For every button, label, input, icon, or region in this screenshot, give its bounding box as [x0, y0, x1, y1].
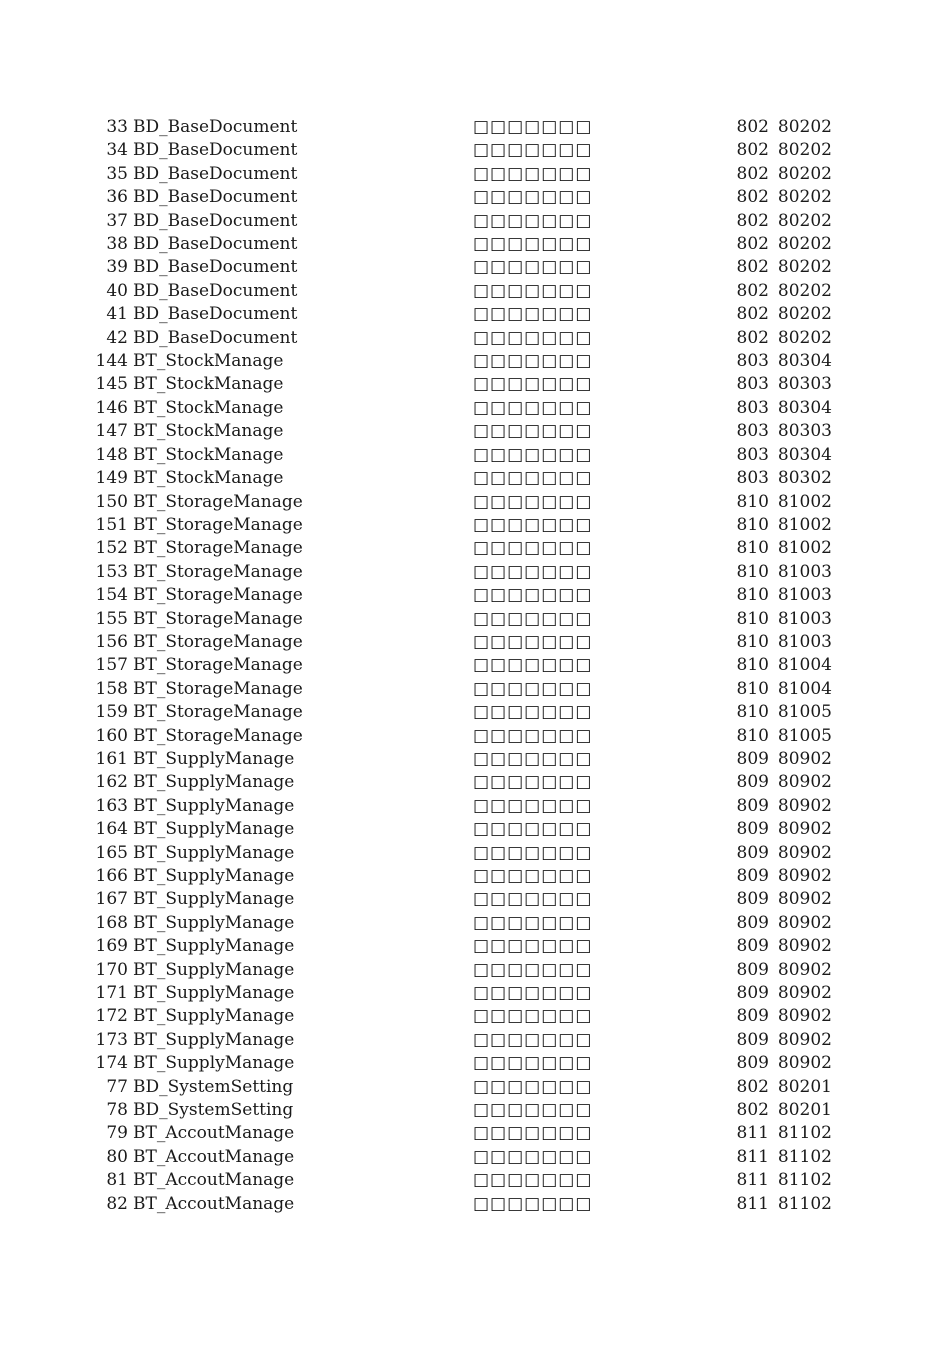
- table-row: [94, 608, 832, 631]
- row-name-cell: BT_StorageManage: [133, 678, 303, 699]
- row-description-cell: □□□□□□□: [473, 397, 593, 418]
- row-name-cell: BT_AccoutManage: [133, 1146, 295, 1167]
- row-module-cell: 802: [736, 327, 769, 348]
- row-submodule-cell: 80202: [777, 327, 832, 348]
- row-description-cell: □□□□□□□: [473, 1170, 593, 1191]
- row-id-cell: 148: [95, 444, 128, 465]
- row-module-cell: 803: [736, 421, 769, 442]
- row-name-cell: BT_SupplyManage: [133, 912, 295, 933]
- row-description-cell: □□□□□□□: [473, 936, 593, 957]
- row-id-cell: 173: [95, 1029, 128, 1050]
- table-row: [94, 350, 832, 373]
- row-description-cell: □□□□□□□: [473, 772, 593, 793]
- row-id-cell: 150: [95, 491, 128, 512]
- row-submodule-cell: 80902: [777, 1053, 832, 1074]
- row-submodule-cell: 80902: [777, 959, 832, 980]
- row-description-cell: □□□□□□□: [473, 210, 593, 231]
- row-module-cell: 809: [736, 983, 769, 1004]
- row-name-cell: BT_SupplyManage: [133, 983, 295, 1004]
- row-description-cell: □□□□□□□: [473, 983, 593, 1004]
- row-id-cell: 42: [106, 327, 128, 348]
- table-row: [94, 959, 832, 982]
- table-row: [94, 1076, 832, 1099]
- row-submodule-cell: 80902: [777, 795, 832, 816]
- table-row: [94, 373, 832, 396]
- row-module-cell: 809: [736, 866, 769, 886]
- row-id-cell: 153: [95, 561, 128, 582]
- row-name-cell: BT_SupplyManage: [133, 889, 295, 910]
- row-module-cell: 809: [736, 959, 769, 980]
- row-name-cell: BT_SupplyManage: [133, 1006, 295, 1027]
- row-description-cell: □□□□□□□: [473, 234, 593, 255]
- row-description-cell: □□□□□□□: [473, 468, 593, 489]
- row-description-cell: □□□□□□□: [473, 1146, 593, 1167]
- row-description-cell: □□□□□□□: [473, 374, 593, 395]
- row-module-cell: 810: [736, 655, 769, 676]
- row-name-cell: BT_StockManage: [133, 374, 284, 395]
- row-id-cell: 80: [106, 1146, 128, 1167]
- row-module-cell: 810: [736, 608, 769, 629]
- table-row: [94, 631, 832, 654]
- row-id-cell: 77: [106, 1076, 128, 1097]
- table-row: [94, 561, 832, 584]
- row-submodule-cell: 81003: [777, 608, 832, 629]
- row-description-cell: □□□□□□□: [473, 959, 593, 980]
- table-row: [94, 139, 832, 162]
- table-row: [94, 1122, 832, 1145]
- row-module-cell: 803: [736, 351, 769, 372]
- row-name-cell: BT_StorageManage: [133, 702, 303, 723]
- row-id-cell: 170: [95, 959, 128, 980]
- row-module-cell: 810: [736, 585, 769, 606]
- table-row: [94, 912, 832, 935]
- row-name-cell: BD_BaseDocument: [133, 210, 298, 231]
- row-submodule-cell: 80303: [777, 374, 832, 395]
- row-name-cell: BT_StorageManage: [133, 538, 303, 559]
- row-id-cell: 167: [95, 889, 128, 910]
- row-submodule-cell: 80304: [777, 444, 832, 465]
- table-row: [94, 771, 832, 794]
- row-submodule-cell: 80202: [777, 117, 832, 137]
- row-description-cell: □□□□□□□: [473, 795, 593, 816]
- row-name-cell: BD_BaseDocument: [133, 304, 298, 325]
- table-row: [94, 1099, 832, 1122]
- row-module-cell: 809: [736, 842, 769, 863]
- row-module-cell: 811: [736, 1193, 769, 1214]
- row-id-cell: 162: [95, 772, 128, 793]
- row-id-cell: 37: [106, 210, 128, 231]
- table-row: [94, 678, 832, 701]
- table-row: [94, 233, 832, 256]
- table-row: [94, 584, 832, 607]
- row-id-cell: 159: [95, 702, 128, 723]
- row-module-cell: 802: [736, 304, 769, 325]
- row-description-cell: □□□□□□□: [473, 1053, 593, 1074]
- table-row: [94, 865, 832, 888]
- table-body: [94, 116, 832, 1216]
- row-id-cell: 147: [95, 421, 128, 442]
- table-row: [94, 467, 832, 490]
- table-row: [94, 163, 832, 186]
- row-module-cell: 802: [736, 117, 769, 137]
- row-id-cell: 172: [95, 1006, 128, 1027]
- row-id-cell: 160: [95, 725, 128, 746]
- row-module-cell: 809: [736, 889, 769, 910]
- row-description-cell: □□□□□□□: [473, 631, 593, 652]
- row-description-cell: □□□□□□□: [473, 866, 593, 886]
- row-name-cell: BT_SupplyManage: [133, 1053, 295, 1074]
- row-module-cell: 803: [736, 444, 769, 465]
- row-name-cell: BT_AccoutManage: [133, 1193, 295, 1214]
- table-row: [94, 982, 832, 1005]
- table-row: [94, 935, 832, 958]
- row-name-cell: BT_StorageManage: [133, 514, 303, 535]
- row-description-cell: □□□□□□□: [473, 819, 593, 840]
- table-row: [94, 444, 832, 467]
- row-module-cell: 809: [736, 772, 769, 793]
- row-description-cell: □□□□□□□: [473, 140, 593, 161]
- row-description-cell: □□□□□□□: [473, 655, 593, 676]
- row-id-cell: 164: [95, 819, 128, 840]
- row-name-cell: BT_SupplyManage: [133, 1029, 295, 1050]
- row-description-cell: □□□□□□□: [473, 117, 593, 137]
- row-module-cell: 810: [736, 491, 769, 512]
- row-id-cell: 174: [95, 1053, 128, 1074]
- row-name-cell: BD_BaseDocument: [133, 187, 298, 208]
- row-module-cell: 809: [736, 819, 769, 840]
- row-module-cell: 809: [736, 912, 769, 933]
- row-submodule-cell: 80202: [777, 187, 832, 208]
- row-description-cell: □□□□□□□: [473, 163, 593, 184]
- table-row: [94, 327, 832, 350]
- row-submodule-cell: 80902: [777, 842, 832, 863]
- row-submodule-cell: 81004: [777, 655, 832, 676]
- row-name-cell: BD_SystemSetting: [133, 1100, 294, 1121]
- row-description-cell: □□□□□□□: [473, 1076, 593, 1097]
- row-module-cell: 802: [736, 210, 769, 231]
- row-name-cell: BT_StockManage: [133, 444, 284, 465]
- data-table: [94, 116, 832, 1216]
- row-id-cell: 82: [106, 1193, 128, 1214]
- row-module-cell: 802: [736, 234, 769, 255]
- row-submodule-cell: 80902: [777, 866, 832, 886]
- row-module-cell: 809: [736, 1006, 769, 1027]
- row-name-cell: BT_StorageManage: [133, 655, 303, 676]
- row-submodule-cell: 80202: [777, 163, 832, 184]
- row-submodule-cell: 81102: [777, 1123, 832, 1144]
- row-submodule-cell: 81003: [777, 585, 832, 606]
- row-id-cell: 79: [106, 1123, 128, 1144]
- row-submodule-cell: 80902: [777, 1029, 832, 1050]
- row-submodule-cell: 81102: [777, 1146, 832, 1167]
- row-description-cell: □□□□□□□: [473, 538, 593, 559]
- row-submodule-cell: 80902: [777, 936, 832, 957]
- row-module-cell: 810: [736, 702, 769, 723]
- row-module-cell: 811: [736, 1123, 769, 1144]
- row-description-cell: □□□□□□□: [473, 327, 593, 348]
- row-description-cell: □□□□□□□: [473, 187, 593, 208]
- row-name-cell: BT_SupplyManage: [133, 748, 295, 769]
- row-name-cell: BD_BaseDocument: [133, 234, 298, 255]
- row-submodule-cell: 80902: [777, 983, 832, 1004]
- row-id-cell: 158: [95, 678, 128, 699]
- row-description-cell: □□□□□□□: [473, 351, 593, 372]
- row-id-cell: 36: [106, 187, 128, 208]
- row-module-cell: 811: [736, 1146, 769, 1167]
- row-submodule-cell: 80303: [777, 421, 832, 442]
- row-description-cell: □□□□□□□: [473, 702, 593, 723]
- row-module-cell: 802: [736, 257, 769, 278]
- row-description-cell: □□□□□□□: [473, 1100, 593, 1121]
- row-id-cell: 165: [95, 842, 128, 863]
- row-module-cell: 809: [736, 748, 769, 769]
- row-submodule-cell: 81005: [777, 725, 832, 746]
- row-module-cell: 809: [736, 1053, 769, 1074]
- row-module-cell: 810: [736, 725, 769, 746]
- row-id-cell: 161: [95, 748, 128, 769]
- table-row: [94, 116, 832, 139]
- row-name-cell: BT_AccoutManage: [133, 1170, 295, 1191]
- row-submodule-cell: 81002: [777, 491, 832, 512]
- row-id-cell: 169: [95, 936, 128, 957]
- table-row: [94, 701, 832, 724]
- table-row: [94, 514, 832, 537]
- row-submodule-cell: 81002: [777, 538, 832, 559]
- row-module-cell: 809: [736, 795, 769, 816]
- table-row: [94, 280, 832, 303]
- row-submodule-cell: 80202: [777, 140, 832, 161]
- row-name-cell: BD_BaseDocument: [133, 163, 298, 184]
- row-module-cell: 809: [736, 936, 769, 957]
- table-row: [94, 654, 832, 677]
- table-row: [94, 256, 832, 279]
- row-id-cell: 163: [95, 795, 128, 816]
- row-name-cell: BD_BaseDocument: [133, 280, 298, 301]
- row-submodule-cell: 80902: [777, 819, 832, 840]
- row-name-cell: BT_StorageManage: [133, 491, 303, 512]
- row-id-cell: 144: [95, 351, 128, 372]
- row-module-cell: 802: [736, 280, 769, 301]
- row-submodule-cell: 80902: [777, 1006, 832, 1027]
- row-description-cell: □□□□□□□: [473, 257, 593, 278]
- table-row: [94, 186, 832, 209]
- row-module-cell: 810: [736, 678, 769, 699]
- row-id-cell: 157: [95, 655, 128, 676]
- row-id-cell: 38: [106, 234, 128, 255]
- row-name-cell: BT_SupplyManage: [133, 959, 295, 980]
- row-name-cell: BD_SystemSetting: [133, 1076, 294, 1097]
- row-module-cell: 802: [736, 1100, 769, 1121]
- row-id-cell: 171: [95, 983, 128, 1004]
- table-row: [94, 1052, 832, 1075]
- row-module-cell: 802: [736, 1076, 769, 1097]
- table-row: [94, 210, 832, 233]
- table-row: [94, 748, 832, 771]
- row-name-cell: BT_StockManage: [133, 421, 284, 442]
- row-description-cell: □□□□□□□: [473, 725, 593, 746]
- row-module-cell: 810: [736, 631, 769, 652]
- row-module-cell: 810: [736, 538, 769, 559]
- table-row: [94, 1146, 832, 1169]
- row-description-cell: □□□□□□□: [473, 585, 593, 606]
- row-id-cell: 78: [106, 1100, 128, 1121]
- row-submodule-cell: 80304: [777, 397, 832, 418]
- row-name-cell: BD_BaseDocument: [133, 140, 298, 161]
- row-id-cell: 156: [95, 631, 128, 652]
- row-module-cell: 811: [736, 1170, 769, 1191]
- table-row: [94, 303, 832, 326]
- row-name-cell: BT_StorageManage: [133, 725, 303, 746]
- table-row: [94, 1029, 832, 1052]
- table-row: [94, 1169, 832, 1192]
- row-name-cell: BD_BaseDocument: [133, 327, 298, 348]
- row-submodule-cell: 80202: [777, 304, 832, 325]
- row-id-cell: 151: [95, 514, 128, 535]
- row-id-cell: 154: [95, 585, 128, 606]
- row-submodule-cell: 81005: [777, 702, 832, 723]
- row-description-cell: □□□□□□□: [473, 1193, 593, 1214]
- row-id-cell: 39: [106, 257, 128, 278]
- row-name-cell: BT_SupplyManage: [133, 842, 295, 863]
- row-id-cell: 155: [95, 608, 128, 629]
- row-id-cell: 168: [95, 912, 128, 933]
- row-id-cell: 166: [95, 866, 128, 886]
- row-description-cell: □□□□□□□: [473, 608, 593, 629]
- row-description-cell: □□□□□□□: [473, 678, 593, 699]
- row-submodule-cell: 81002: [777, 514, 832, 535]
- row-name-cell: BD_BaseDocument: [133, 117, 298, 137]
- row-submodule-cell: 80202: [777, 210, 832, 231]
- row-id-cell: 33: [106, 117, 128, 137]
- row-module-cell: 802: [736, 187, 769, 208]
- row-submodule-cell: 80902: [777, 748, 832, 769]
- row-submodule-cell: 80902: [777, 912, 832, 933]
- row-name-cell: BT_StockManage: [133, 397, 284, 418]
- row-id-cell: 145: [95, 374, 128, 395]
- row-description-cell: □□□□□□□: [473, 561, 593, 582]
- row-module-cell: 802: [736, 163, 769, 184]
- row-module-cell: 803: [736, 397, 769, 418]
- row-submodule-cell: 80202: [777, 257, 832, 278]
- table-row: [94, 397, 832, 420]
- row-submodule-cell: 81003: [777, 631, 832, 652]
- row-submodule-cell: 81102: [777, 1170, 832, 1191]
- row-description-cell: □□□□□□□: [473, 514, 593, 535]
- row-name-cell: BT_StorageManage: [133, 561, 303, 582]
- table-row: [94, 1193, 832, 1216]
- row-submodule-cell: 81004: [777, 678, 832, 699]
- row-name-cell: BT_SupplyManage: [133, 772, 295, 793]
- row-module-cell: 810: [736, 514, 769, 535]
- row-module-cell: 803: [736, 374, 769, 395]
- table-row: [94, 818, 832, 841]
- row-submodule-cell: 81102: [777, 1193, 832, 1214]
- row-description-cell: □□□□□□□: [473, 421, 593, 442]
- row-description-cell: □□□□□□□: [473, 1029, 593, 1050]
- row-submodule-cell: 80201: [777, 1100, 832, 1121]
- table-row: [94, 842, 832, 865]
- row-id-cell: 40: [106, 280, 128, 301]
- row-name-cell: BT_StorageManage: [133, 585, 303, 606]
- table-row: [94, 888, 832, 911]
- row-name-cell: BT_AccoutManage: [133, 1123, 295, 1144]
- table-row: [94, 1005, 832, 1028]
- row-description-cell: □□□□□□□: [473, 748, 593, 769]
- row-name-cell: BT_StorageManage: [133, 631, 303, 652]
- row-description-cell: □□□□□□□: [473, 491, 593, 512]
- row-id-cell: 81: [106, 1170, 128, 1191]
- row-description-cell: □□□□□□□: [473, 304, 593, 325]
- row-description-cell: □□□□□□□: [473, 444, 593, 465]
- row-name-cell: BD_BaseDocument: [133, 257, 298, 278]
- row-name-cell: BT_SupplyManage: [133, 795, 295, 816]
- row-id-cell: 35: [106, 163, 128, 184]
- row-name-cell: BT_SupplyManage: [133, 819, 295, 840]
- row-module-cell: 803: [736, 468, 769, 489]
- row-description-cell: □□□□□□□: [473, 912, 593, 933]
- row-id-cell: 152: [95, 538, 128, 559]
- row-submodule-cell: 80302: [777, 468, 832, 489]
- table-row: [94, 491, 832, 514]
- row-name-cell: BT_StockManage: [133, 468, 284, 489]
- row-id-cell: 146: [95, 397, 128, 418]
- row-description-cell: □□□□□□□: [473, 1123, 593, 1144]
- row-module-cell: 810: [736, 561, 769, 582]
- row-name-cell: BT_SupplyManage: [133, 936, 295, 957]
- row-name-cell: BT_StockManage: [133, 351, 284, 372]
- row-id-cell: 34: [106, 140, 128, 161]
- row-submodule-cell: 80902: [777, 889, 832, 910]
- row-submodule-cell: 80201: [777, 1076, 832, 1097]
- row-description-cell: □□□□□□□: [473, 842, 593, 863]
- row-submodule-cell: 80202: [777, 280, 832, 301]
- row-module-cell: 809: [736, 1029, 769, 1050]
- row-name-cell: BT_StorageManage: [133, 608, 303, 629]
- row-name-cell: BT_SupplyManage: [133, 866, 295, 886]
- row-submodule-cell: 80902: [777, 772, 832, 793]
- row-submodule-cell: 81003: [777, 561, 832, 582]
- row-id-cell: 149: [95, 468, 128, 489]
- table-row: [94, 420, 832, 443]
- row-description-cell: □□□□□□□: [473, 280, 593, 301]
- row-description-cell: □□□□□□□: [473, 1006, 593, 1027]
- table-row: [94, 795, 832, 818]
- table-row: [94, 725, 832, 748]
- row-submodule-cell: 80304: [777, 351, 832, 372]
- row-description-cell: □□□□□□□: [473, 889, 593, 910]
- table-row: [94, 537, 832, 560]
- row-submodule-cell: 80202: [777, 234, 832, 255]
- row-id-cell: 41: [106, 304, 128, 325]
- row-module-cell: 802: [736, 140, 769, 161]
